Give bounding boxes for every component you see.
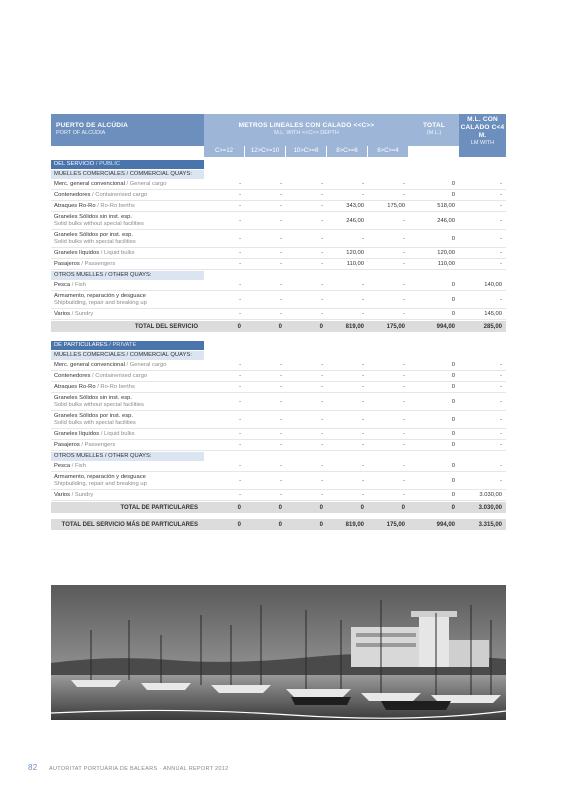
table-row xyxy=(51,179,506,190)
row-value: 0 xyxy=(451,477,455,484)
row-label: Pasajeros / Passengers xyxy=(54,441,116,448)
row-value: 0 xyxy=(451,362,455,368)
row-value: - xyxy=(321,431,323,437)
group-title-es: MUELLES COMERCIALES xyxy=(54,171,125,177)
row-label-es: Pasajeros xyxy=(54,260,80,267)
table-row xyxy=(51,429,506,440)
section-total-value: 994,00 xyxy=(436,323,455,330)
row-value: - xyxy=(321,250,323,256)
row-value: - xyxy=(321,203,323,209)
depth-column-2: 12>C>=10 xyxy=(245,146,286,157)
section-title-es: DE PARTICULARES xyxy=(54,342,108,348)
section-total-value: 0 xyxy=(360,504,364,511)
row-label-es: Graneles Sólidos por inst. esp. xyxy=(54,412,133,419)
row-value: - xyxy=(403,463,405,469)
section-title: DE PARTICULARES / PRIVATE xyxy=(51,341,204,350)
row-value: - xyxy=(403,384,405,390)
table-header xyxy=(51,114,506,146)
row-value: - xyxy=(403,362,405,368)
row-label-es: Pesca xyxy=(54,281,71,288)
row-value: 145,00 xyxy=(484,311,502,317)
row-value: - xyxy=(321,373,323,379)
table-row xyxy=(51,472,506,490)
row-label: Graneles líquidos / Liquid bulks xyxy=(54,249,135,256)
section-total-value: 819,00 xyxy=(345,323,364,330)
section-total-value: 0 xyxy=(401,504,405,511)
row-label-en: Liquid bulks xyxy=(103,430,135,437)
row-label-en: General cargo xyxy=(129,180,167,187)
row-value: - xyxy=(403,373,405,379)
row-value: - xyxy=(362,235,364,242)
shallow-title-es-1: M.L. CON xyxy=(467,116,498,123)
row-value: - xyxy=(239,311,241,317)
row-value: - xyxy=(362,362,364,368)
row-value: - xyxy=(239,398,241,405)
row-value: - xyxy=(280,373,282,379)
public-section xyxy=(51,160,506,332)
total-title-en: (M.L.) xyxy=(426,130,442,136)
table-row xyxy=(51,490,506,501)
row-value: - xyxy=(403,296,405,303)
subheader-spacer-total xyxy=(409,146,459,157)
row-value: - xyxy=(500,431,502,437)
group-title: MUELLES COMERCIALES / COMMERCIAL QUAYS: xyxy=(51,170,204,179)
row-value: - xyxy=(321,192,323,198)
header-total xyxy=(409,114,459,146)
grand-total-value: 3.315,00 xyxy=(478,521,502,528)
row-value: - xyxy=(239,442,241,448)
row-value: - xyxy=(280,311,282,317)
row-value: - xyxy=(239,463,241,469)
row-value: - xyxy=(321,311,323,317)
row-label: Pesca / Fish xyxy=(54,462,86,469)
row-label-en: Containerised cargo xyxy=(95,372,148,379)
group-title-es: MUELLES COMERCIALES xyxy=(54,352,125,358)
grand-total-value: 175,00 xyxy=(386,521,405,528)
table-row xyxy=(51,411,506,429)
depth-column-3: 10>C>=8 xyxy=(286,146,327,157)
row-value: - xyxy=(321,416,323,423)
section-total-label: TOTAL DEL SERVICIO xyxy=(134,323,198,330)
row-value: - xyxy=(500,296,502,303)
row-label-en: Shipbuilding, repair and breaking up xyxy=(54,299,147,306)
header-lengths xyxy=(204,114,409,146)
row-value: - xyxy=(500,477,502,484)
row-label-es: Graneles Sólidos sin inst. esp. xyxy=(54,213,132,220)
row-value: - xyxy=(239,217,241,224)
row-label-es: Contenedores xyxy=(54,372,91,379)
row-value: - xyxy=(403,235,405,242)
row-label: Contenedores / Containerised cargo xyxy=(54,191,148,198)
row-value: - xyxy=(280,203,282,209)
row-value: - xyxy=(280,296,282,303)
table-row xyxy=(51,248,506,259)
row-value: 0 xyxy=(451,442,455,448)
grand-total-label: TOTAL DEL SERVICIO MÁS DE PARTICULARES xyxy=(61,521,198,528)
row-value: - xyxy=(280,250,282,256)
row-value: - xyxy=(280,384,282,390)
row-label-en: Ro-Ro berths xyxy=(100,202,135,209)
row-value: - xyxy=(362,384,364,390)
header-shallow xyxy=(459,114,506,146)
section-total-row xyxy=(51,321,506,332)
row-label xyxy=(51,293,204,307)
row-value: - xyxy=(362,296,364,303)
row-label-es: Atraques Ro-Ro xyxy=(54,383,96,390)
table-row xyxy=(51,309,506,320)
table-row xyxy=(51,280,506,291)
lengths-title-es: METROS LINEALES CON CALADO <<C>> xyxy=(238,122,375,129)
table-row xyxy=(51,382,506,393)
row-value: - xyxy=(239,296,241,303)
depth-subheader xyxy=(51,146,506,157)
section-total-value: 0 xyxy=(319,504,323,511)
row-value: - xyxy=(321,477,323,484)
row-value: - xyxy=(362,477,364,484)
row-value: - xyxy=(280,235,282,242)
row-label xyxy=(51,232,204,246)
table-row xyxy=(51,461,506,472)
row-label: Contenedores / Containerised cargo xyxy=(54,372,148,379)
row-value: - xyxy=(321,235,323,242)
row-label-es: Graneles Sólidos por inst. esp. xyxy=(54,231,133,238)
row-value: - xyxy=(321,362,323,368)
row-value: - xyxy=(239,384,241,390)
section-total-value: 175,00 xyxy=(386,323,405,330)
section-title-es: DEL SERVICIO xyxy=(54,161,95,167)
section-gap xyxy=(51,332,506,338)
row-label-en: Liquid bulks xyxy=(103,249,135,256)
row-value: - xyxy=(500,181,502,187)
section-total-value: 0 xyxy=(278,323,282,330)
group-title-en: COMMERCIAL QUAYS: xyxy=(129,352,192,358)
section-total-value: 3.030,00 xyxy=(478,504,502,511)
row-value: - xyxy=(362,282,364,288)
row-label-en: General cargo xyxy=(129,361,167,368)
row-value: 0 xyxy=(451,296,455,303)
row-value: - xyxy=(500,442,502,448)
table-row xyxy=(51,201,506,212)
row-label-es: Armamento, reparación y desguace xyxy=(54,292,146,299)
row-value: - xyxy=(403,261,405,267)
row-label-en: Ro-Ro berths xyxy=(100,383,135,390)
row-value: 0 xyxy=(451,463,455,469)
grand-total-row xyxy=(51,519,506,530)
row-value: - xyxy=(500,373,502,379)
page-footer: 82 AUTORITAT PORTUÀRIA DE BALEARS · ANNUAL REPORT 2012 xyxy=(28,763,229,772)
section-total-value: 285,00 xyxy=(483,323,502,330)
row-value: - xyxy=(280,181,282,187)
section-title-en: PUBLIC xyxy=(99,161,121,167)
row-value: - xyxy=(500,250,502,256)
row-value: 343,00 xyxy=(346,203,364,209)
row-value: - xyxy=(239,250,241,256)
row-value: 0 xyxy=(451,416,455,423)
row-value: - xyxy=(280,217,282,224)
row-value: - xyxy=(500,192,502,198)
row-value: - xyxy=(403,217,405,224)
row-label-es: Pasajeros xyxy=(54,441,80,448)
row-label-es: Varios xyxy=(54,491,71,498)
group-title: OTROS MUELLES / OTHER QUAYS: xyxy=(51,271,204,280)
row-value: 120,00 xyxy=(437,250,455,256)
row-value: - xyxy=(500,463,502,469)
row-value: 246,00 xyxy=(437,217,455,224)
row-value: - xyxy=(321,296,323,303)
row-label: Merc. general convencional / General cargo xyxy=(54,180,167,187)
row-value: - xyxy=(280,463,282,469)
row-value: - xyxy=(403,442,405,448)
grand-total-value: 0 xyxy=(319,521,323,528)
row-label xyxy=(51,413,204,427)
table-row xyxy=(51,291,506,309)
row-label: Merc. general convencional / General cargo xyxy=(54,361,167,368)
row-value: - xyxy=(362,373,364,379)
row-label xyxy=(51,395,204,409)
table-row xyxy=(51,371,506,382)
table-row xyxy=(51,212,506,230)
row-label-en: Sundry xyxy=(74,491,94,498)
port-name-es: PUERTO DE ALCÚDIA xyxy=(56,122,129,129)
table-row xyxy=(51,190,506,201)
row-value: - xyxy=(403,311,405,317)
row-value: - xyxy=(500,384,502,390)
row-label: Atraques Ro-Ro / Ro-Ro berths xyxy=(54,383,135,390)
row-value: - xyxy=(321,261,323,267)
group-title-es: OTROS MUELLES xyxy=(54,272,104,278)
row-value: - xyxy=(403,192,405,198)
row-value: 175,00 xyxy=(387,203,405,209)
row-value: 0 xyxy=(451,492,455,498)
depth-column-4: 8>C>=6 xyxy=(327,146,368,157)
row-value: - xyxy=(239,373,241,379)
row-value: - xyxy=(280,282,282,288)
row-value: - xyxy=(500,235,502,242)
row-value: 518,00 xyxy=(437,203,455,209)
section-total-value: 0 xyxy=(319,323,323,330)
group-title: MUELLES COMERCIALES / COMMERCIAL QUAYS: xyxy=(51,351,204,360)
row-value: 110,00 xyxy=(437,261,455,267)
subheader-shallow-fill xyxy=(459,146,506,157)
port-name-en: PORT OF ALCÚDIA xyxy=(56,130,106,136)
footer-org: AUTORITAT PORTUÀRIA DE BALEARS xyxy=(49,766,158,772)
row-value: - xyxy=(500,261,502,267)
row-value: - xyxy=(500,217,502,224)
row-value: 120,00 xyxy=(346,250,364,256)
row-value: - xyxy=(403,477,405,484)
section-total-value: 0 xyxy=(237,504,241,511)
row-value: - xyxy=(403,181,405,187)
row-value: - xyxy=(362,431,364,437)
quay-length-table xyxy=(51,114,506,530)
row-value: - xyxy=(239,181,241,187)
row-label-en: Passengers xyxy=(84,441,116,448)
row-label: Atraques Ro-Ro / Ro-Ro berths xyxy=(54,202,135,209)
shallow-title-en-1: LM WITH xyxy=(470,140,495,146)
row-label-en: Solid bulks with special facilities xyxy=(54,238,136,245)
row-value: 0 xyxy=(451,431,455,437)
row-value: 0 xyxy=(451,282,455,288)
row-value: - xyxy=(280,492,282,498)
row-value: 246,00 xyxy=(346,217,364,224)
row-value: - xyxy=(403,398,405,405)
private-section xyxy=(51,341,506,513)
row-value: 0 xyxy=(451,373,455,379)
row-value: - xyxy=(280,261,282,267)
table-row xyxy=(51,259,506,270)
row-label-es: Atraques Ro-Ro xyxy=(54,202,96,209)
harbor-photo xyxy=(51,585,506,720)
row-value: - xyxy=(362,416,364,423)
row-value: - xyxy=(239,416,241,423)
row-label-en: Solid bulks without special facilities xyxy=(54,401,144,408)
row-value: - xyxy=(280,192,282,198)
row-value: 140,00 xyxy=(484,282,502,288)
row-label-en: Passengers xyxy=(84,260,116,267)
row-label-es: Merc. general convencional xyxy=(54,361,125,368)
row-value: 0 xyxy=(451,181,455,187)
row-label-es: Contenedores xyxy=(54,191,91,198)
header-port xyxy=(51,114,204,146)
row-value: - xyxy=(362,311,364,317)
row-label-en: Fish xyxy=(74,462,86,469)
row-value: - xyxy=(239,431,241,437)
row-value: - xyxy=(403,416,405,423)
row-value: 0 xyxy=(451,311,455,317)
table-row xyxy=(51,393,506,411)
harbor-photo-illustration xyxy=(51,585,506,720)
row-value: - xyxy=(239,477,241,484)
row-value: - xyxy=(239,261,241,267)
row-label xyxy=(51,474,204,488)
row-value: - xyxy=(321,217,323,224)
group-title-en: OTHER QUAYS: xyxy=(108,272,152,278)
row-value: - xyxy=(321,282,323,288)
row-value: - xyxy=(500,203,502,209)
row-label: Pesca / Fish xyxy=(54,281,86,288)
section-title: DEL SERVICIO / PUBLIC xyxy=(51,160,204,169)
row-value: - xyxy=(362,463,364,469)
section-total-label: TOTAL DE PARTICULARES xyxy=(120,504,198,511)
row-value: - xyxy=(239,192,241,198)
row-value: - xyxy=(362,442,364,448)
row-value: - xyxy=(280,477,282,484)
group-title: OTROS MUELLES / OTHER QUAYS: xyxy=(51,452,204,461)
group-title-en: OTHER QUAYS: xyxy=(108,453,152,459)
table-row xyxy=(51,440,506,451)
row-value: - xyxy=(280,398,282,405)
row-value: - xyxy=(403,282,405,288)
row-value: - xyxy=(239,203,241,209)
lengths-title-en: M.L. WITH <<C>> DEPTH xyxy=(274,130,339,136)
group-title-es: OTROS MUELLES xyxy=(54,453,104,459)
row-value: - xyxy=(321,442,323,448)
row-value: - xyxy=(239,362,241,368)
subheader-spacer xyxy=(51,146,204,157)
grand-total-value: 994,00 xyxy=(436,521,455,528)
shallow-title-es-2: CALADO C<4 M. xyxy=(460,124,505,139)
row-value: - xyxy=(362,398,364,405)
row-value: - xyxy=(280,442,282,448)
section-total-row xyxy=(51,502,506,513)
row-value: 110,00 xyxy=(346,261,364,267)
table-row xyxy=(51,360,506,371)
row-label-en: Solid bulks with special facilities xyxy=(54,419,136,426)
row-label-es: Varios xyxy=(54,310,71,317)
row-value: - xyxy=(321,492,323,498)
row-label-es: Merc. general convencional xyxy=(54,180,125,187)
section-title-en: PRIVATE xyxy=(112,342,137,348)
row-value: - xyxy=(403,250,405,256)
row-value: - xyxy=(321,384,323,390)
row-label-en: Containerised cargo xyxy=(95,191,148,198)
row-label: Graneles líquidos / Liquid bulks xyxy=(54,430,135,437)
row-value: 0 xyxy=(451,192,455,198)
row-value: - xyxy=(321,398,323,405)
row-value: - xyxy=(321,181,323,187)
row-label: Pasajeros / Passengers xyxy=(54,260,116,267)
row-label-es: Graneles líquidos xyxy=(54,430,100,437)
row-label-en: Sundry xyxy=(74,310,94,317)
footer-report: ANNUAL REPORT 2012 xyxy=(162,766,229,772)
row-value: - xyxy=(403,431,405,437)
section-total-value: 0 xyxy=(278,504,282,511)
total-title-es: TOTAL xyxy=(422,122,446,129)
row-value: 0 xyxy=(451,235,455,242)
grand-total-value: 0 xyxy=(237,521,241,528)
row-value: - xyxy=(280,416,282,423)
row-value: - xyxy=(239,282,241,288)
row-value: - xyxy=(239,235,241,242)
row-label-es: Armamento, reparación y desguace xyxy=(54,473,146,480)
row-value: - xyxy=(280,431,282,437)
row-value: - xyxy=(362,192,364,198)
row-label: Varios / Sundry xyxy=(54,491,94,498)
table-row xyxy=(51,230,506,248)
row-value: - xyxy=(500,398,502,405)
row-label-en: Fish xyxy=(74,281,86,288)
grand-total-value: 819,00 xyxy=(345,521,364,528)
row-label-es: Pesca xyxy=(54,462,71,469)
row-value: 0 xyxy=(451,384,455,390)
row-label-en: Solid bulks without special facilities xyxy=(54,220,144,227)
row-value: - xyxy=(362,181,364,187)
page-number: 82 xyxy=(28,763,38,772)
row-label xyxy=(51,214,204,228)
section-total-value: 0 xyxy=(237,323,241,330)
row-label: Varios / Sundry xyxy=(54,310,94,317)
row-value: - xyxy=(362,492,364,498)
row-label-es: Graneles Sólidos sin inst. esp. xyxy=(54,394,132,401)
depth-column-1: C>=12 xyxy=(204,146,245,157)
row-value: - xyxy=(239,492,241,498)
row-value: - xyxy=(500,416,502,423)
row-value: 3.030,00 xyxy=(479,492,502,498)
grand-total-value: 0 xyxy=(278,521,282,528)
row-value: - xyxy=(403,492,405,498)
row-label-es: Graneles líquidos xyxy=(54,249,100,256)
group-title-en: COMMERCIAL QUAYS: xyxy=(129,171,192,177)
section-total-value: 0 xyxy=(451,504,455,511)
row-value: 0 xyxy=(451,398,455,405)
row-value: - xyxy=(321,463,323,469)
row-value: - xyxy=(500,362,502,368)
row-value: - xyxy=(280,362,282,368)
row-label-en: Shipbuilding, repair and breaking up xyxy=(54,480,147,487)
depth-column-5: 6>C>=4 xyxy=(368,146,409,157)
